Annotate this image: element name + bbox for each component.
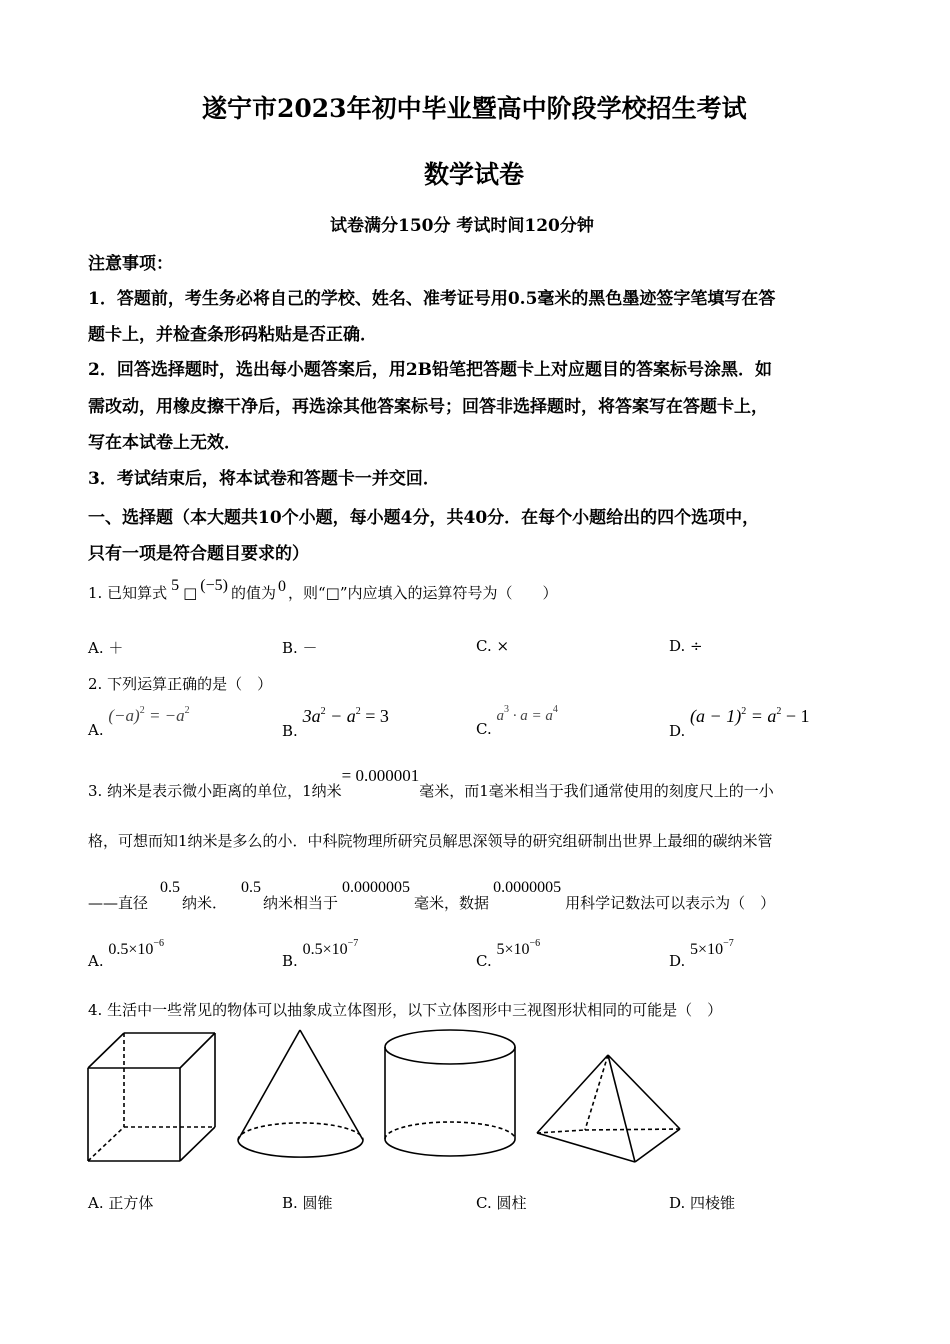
q1-suffix: ，则“□”内应填入的运算符号为（ ） — [287, 584, 558, 602]
q3-text: 纳米． — [182, 894, 228, 912]
question-2-stem: 2. 下列运算正确的是（ ） — [88, 675, 273, 693]
q2-label-c: C. — [476, 720, 492, 738]
pyramid-figure — [537, 1055, 680, 1162]
q2-expr-a: $(-a)^2 = -a^2$ — [108, 705, 190, 725]
q3-expr-a: $0.5\times 10^{-6}$ — [108, 938, 165, 958]
q2-label-a: A. — [88, 721, 104, 739]
notes-line: 写在本试卷上无效． — [88, 433, 241, 453]
q3-text: 毫米，而1毫米相当于我们通常使用的刻度尺上的一小 — [419, 782, 774, 800]
q1-expr-a: 5 — [171, 577, 180, 594]
q3-label-b: B. — [282, 952, 298, 970]
q3-text: 毫米，数据 — [414, 894, 490, 912]
q3-expr-b: $0.5\times 10^{-7}$ — [302, 938, 359, 958]
section-heading: 只有一项是符合题目要求的） — [88, 544, 309, 564]
q3-label-a: A. — [88, 952, 104, 970]
q2-label-b: B. — [282, 722, 298, 740]
q3-text: 用科学记数法可以表示为（ ） — [565, 894, 776, 912]
section-heading: 一、选择题（本大题共10个小题，每小题4分，共40分．在每个小题给出的四个选项中， — [88, 508, 760, 528]
exam-subtitle: 数学试卷 — [424, 160, 525, 189]
q3-text: ——直径 — [88, 894, 149, 912]
q1-expr-b: (−5) — [200, 577, 228, 594]
exam-title: 遂宁市2023年初中毕业暨高中阶段学校招生考试 — [202, 94, 747, 123]
question-3-line2: 格，可想而知1纳米是多么的小．中科院物理所研究员解思深领导的研究组研制出世界上最细的碳纳米管 — [88, 832, 773, 850]
q1-option-b[interactable]: B. － — [282, 639, 318, 657]
q2-expr-c: $a^3 \cdot a = a^4$ — [496, 704, 558, 724]
q3-value: = 0.000001 — [341, 766, 420, 785]
q2-label-d: D. — [669, 722, 686, 740]
notes-line: 1．答题前，考生务必将自己的学校、姓名、准考证号用0.5毫米的黑色墨迹签字笔填写在答 — [88, 289, 776, 309]
exam-info: 试卷满分150分 考试时间120分钟 — [330, 216, 594, 236]
notes-line: 3．考试结束后，将本试卷和答题卡一并交回． — [88, 469, 440, 489]
question-4-stem: 4. 生活中一些常见的物体可以抽象成立体图形，以下立体图形中三视图形状相同的可能是（ ） — [88, 1001, 723, 1019]
q3-expr-d: $5\times 10^{-7}$ — [690, 938, 734, 958]
q3-value: 0.0000005 — [493, 879, 562, 896]
notes-line: 2．回答选择题时，选出每小题答案后，用2B铅笔把答题卡上对应题目的答案标号涂黑．如 — [88, 360, 773, 380]
cylinder-figure — [385, 1030, 515, 1156]
notes-line: 需改动，用橡皮擦干净后，再选涂其他答案标号；回答非选择题时，将答案写在答题卡上， — [88, 397, 768, 417]
cube-figure — [88, 1033, 215, 1161]
q3-label-d: D. — [669, 952, 686, 970]
q4-option-d[interactable]: D. 四棱锥 — [669, 1194, 736, 1212]
q1-mid: 的值为 — [230, 584, 276, 602]
q3-value: 0.5 — [241, 879, 262, 896]
q4-option-c[interactable]: C. 圆柱 — [476, 1194, 527, 1212]
q1-option-a[interactable]: A. ＋ — [88, 639, 124, 657]
q3-text: 3. 纳米是表示微小距离的单位，1纳米 — [88, 782, 342, 800]
q1-zero: 0 — [277, 578, 286, 595]
q3-value: 0.5 — [160, 879, 181, 896]
q1-option-d[interactable]: D. ÷ — [669, 637, 703, 655]
q4-option-a[interactable]: A. 正方体 — [88, 1194, 154, 1212]
q3-text: 纳米相当于 — [263, 894, 339, 912]
q1-prefix: 1. 已知算式 — [88, 584, 168, 602]
q3-expr-c: $5\times 10^{-6}$ — [496, 938, 541, 958]
q2-expr-d: $(a - 1)^2 = a^2 - 1$ — [690, 706, 810, 726]
cone-figure — [238, 1030, 363, 1157]
q2-expr-b: $3a^2 - a^2 = 3$ — [302, 706, 389, 726]
q4-option-b[interactable]: B. 圆锥 — [282, 1194, 333, 1212]
notes-line: 题卡上，并检查条形码粘贴是否正确． — [88, 325, 377, 345]
q3-label-c: C. — [476, 952, 492, 970]
q3-value: 0.0000005 — [342, 879, 411, 896]
notes-heading: 注意事项： — [88, 254, 173, 274]
q1-option-c[interactable]: C. × — [476, 637, 510, 655]
q1-box: □ — [183, 584, 198, 602]
